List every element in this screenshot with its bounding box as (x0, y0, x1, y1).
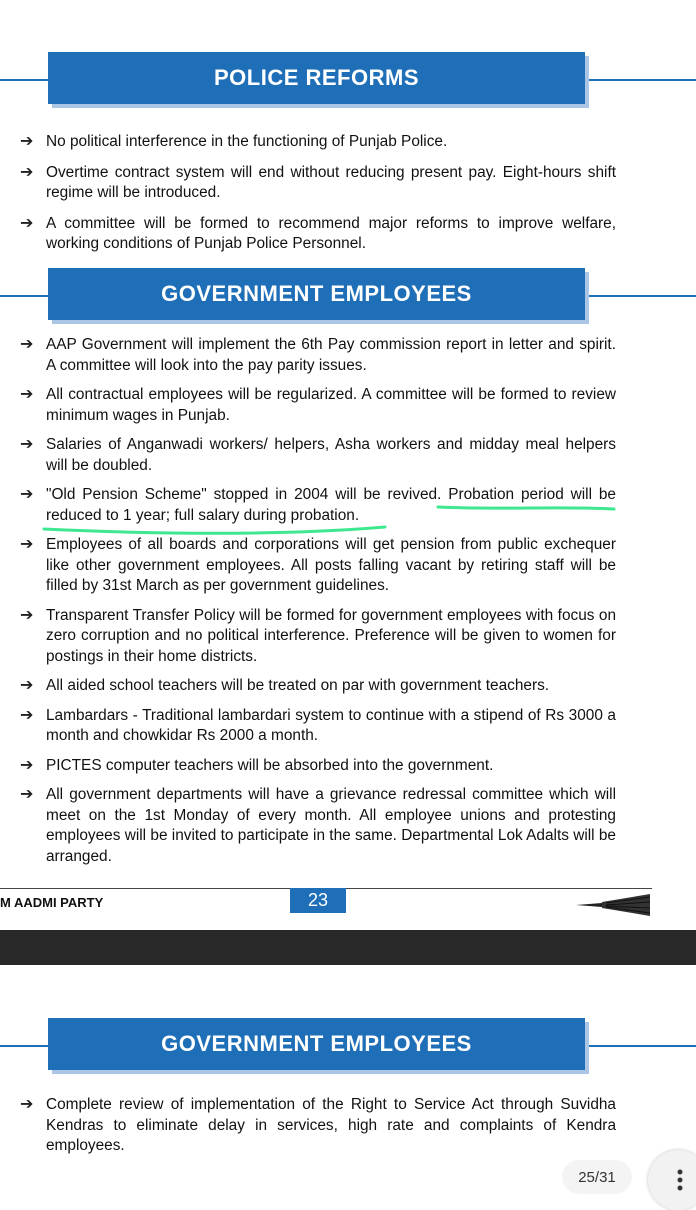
arrow-right-icon: ➔ (20, 606, 34, 624)
list-item: ➔ Overtime contract system will end without reducing present pay. Eight-hours shift regime will be introduced. (20, 163, 616, 201)
list-item: ➔ All government departments will have a grievance redressal committee which will meet on the 1st Monday of every month. All employee unions and protesting employees will be invited to participate in the same. Departmental Lok Adalts will be arranged. (20, 786, 616, 865)
list-item: ➔ Lambardars - Traditional lambardari system to continue with a stipend of Rs 3000 a month and chowkidar Rs 2000 a month. (20, 706, 616, 744)
arrow-right-icon: ➔ (20, 536, 34, 553)
list-item: ➔ No political interference in the functioning of Punjab Police. (20, 132, 616, 153)
list-item: ➔ Complete review of implementation of the Right to Service Act through Suvidha Kendras to eliminate delay in services, high rate and complaints of Kendra employees. (20, 1096, 616, 1154)
arrow-right-icon: ➔ (20, 436, 34, 453)
arrow-right-icon: ➔ (20, 486, 34, 503)
highlight-underline (0, 0, 696, 560)
section-title: POLICE REFORMS (48, 52, 585, 104)
employees-section-header-cont (0, 1018, 696, 1074)
broom-icon (572, 892, 652, 918)
arrow-right-icon: ➔ (20, 336, 34, 353)
list-item: ➔ A committee will be formed to recommend major reforms to improve welfare, working conditions of Punjab Police Personnel. (20, 214, 616, 252)
more-options-button[interactable] (648, 1150, 696, 1210)
list-item: ➔ Transparent Transfer Policy will be formed for government employees with focus on zero corruption and no political interference. Preference will be given to women for postings in their home districts. (20, 606, 616, 665)
footer-party-name: M AADMI PARTY (0, 895, 104, 910)
arrow-right-icon: ➔ (20, 386, 34, 403)
section-title: GOVERNMENT EMPLOYEES (48, 268, 585, 320)
list-item: ➔ Salaries of Anganwadi workers/ helpers, Asha workers and midday meal helpers will be doubled. (20, 436, 616, 474)
list-item: ➔ "Old Pension Scheme" stopped in 2004 will be revived. Probation period will be reduced to 1 year; full salary during probation. (20, 486, 616, 524)
page-number-badge: 23 (290, 888, 346, 913)
arrow-right-icon: ➔ (20, 214, 34, 232)
arrow-right-icon: ➔ (20, 133, 34, 150)
list-item: ➔ All aided school teachers will be treated on par with government teachers. (20, 676, 616, 697)
arrow-right-icon: ➔ (20, 677, 34, 694)
arrow-right-icon: ➔ (20, 786, 34, 803)
more-dots-icon (676, 1168, 684, 1196)
list-item: ➔ PICTES computer teachers will be absorbed into the government. (20, 756, 616, 777)
list-item: ➔ AAP Government will implement the 6th Pay commission report in letter and spirit. A committee will look into the pay parity issues. (20, 336, 616, 374)
arrow-right-icon: ➔ (20, 1096, 34, 1113)
section-title: GOVERNMENT EMPLOYEES (48, 1018, 585, 1070)
list-item: ➔ All contractual employees will be regularized. A committee will be formed to review minimum wages in Punjab. (20, 386, 616, 424)
arrow-right-icon: ➔ (20, 163, 34, 181)
arrow-right-icon: ➔ (20, 706, 34, 724)
page-separator (0, 930, 696, 965)
page-counter: 25/31 (562, 1160, 632, 1194)
government-employees-list-cont (20, 1095, 616, 1157)
list-item: ➔ Employees of all boards and corporations will get pension from public exchequer like other government employees. All posts falling vacant by retiring staff will be filled by 31st March as per government guidelines. (20, 536, 616, 594)
arrow-right-icon: ➔ (20, 756, 34, 774)
